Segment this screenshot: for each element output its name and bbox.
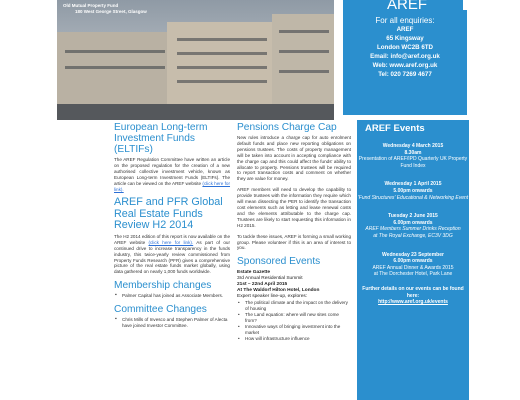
events-footer bbox=[357, 286, 469, 306]
sponsor-topic: • Innovative ways of bringing investment into the market bbox=[237, 324, 351, 336]
event-item bbox=[357, 143, 469, 169]
window-row bbox=[65, 50, 165, 53]
enquiries-box bbox=[343, 10, 467, 115]
sponsor-dates: 21st – 22nd April 2015 bbox=[237, 282, 288, 288]
events-panel bbox=[357, 120, 469, 400]
charge-cap-body-1: New rules introduce a charge cap for auto enrolment default funds and place new reporting obligations on pensions trustees. The costs of property management will be taken into account in accepting compliance with the charge cap and this could affect the funds' ability to allocate to property. Pensions trustees will be required to report transaction costs and comment on whether they are value for money. bbox=[237, 135, 351, 182]
review-body-text-1: The H2 2014 edition of this report is now available on the AREF website bbox=[114, 233, 230, 245]
sponsor-topic: • How will infrastructure influence bbox=[237, 336, 351, 342]
eltif-body-text: The AREF Regulation Committee have written an article on the proposed regulation for the creation of a new authorised collective investment vehicle, known as European Long-term Investment Funds (ELTIFs). The article can be viewed on the AREF website bbox=[114, 157, 230, 186]
event-desc: AREF Members Summer Drinks Reception bbox=[365, 226, 461, 233]
event-date: Tuesday 2 June 2015 bbox=[388, 213, 438, 220]
eltif-body bbox=[114, 157, 230, 192]
enquiries-org: AREF bbox=[396, 26, 414, 33]
event-time: 6.00pm onwards bbox=[393, 258, 433, 265]
event-item bbox=[357, 213, 469, 239]
column-middle bbox=[237, 122, 351, 342]
membership-heading: Membership changes bbox=[114, 280, 212, 292]
event-date: Wednesday 1 April 2015 bbox=[384, 181, 442, 188]
events-footer-link[interactable]: http://www.aref.org.uk/events bbox=[378, 299, 448, 306]
window-row bbox=[279, 50, 329, 53]
review-link[interactable]: (click here for link). bbox=[148, 239, 194, 245]
event-desc: AREF Annual Dinner & Awards 2015 bbox=[372, 264, 454, 271]
event-desc: 'Fund Structures' Educational & Networking Event bbox=[357, 194, 469, 201]
brand-name: AREF bbox=[387, 0, 428, 10]
charge-cap-body-3: To tackle these issues, AREF is forming a small working group. Please volunteer if this is an area of interest to you. bbox=[237, 233, 351, 251]
sponsor-intro: Expert speaker line-up, explores: bbox=[237, 294, 308, 300]
photo-caption-line1: Old Mutual Property Fund bbox=[63, 3, 119, 8]
charge-cap-body-2: AREF members will need to develop the capability to provide trustees with the information they require which will mean dissecting the PER to identify the transaction cost elements such as letting and lease renewal costs and the elements attributable to the charge cap. Trustees are likely to start requesting this information in H2 2015. bbox=[237, 187, 351, 228]
committee-heading: Committee Changes bbox=[114, 304, 207, 316]
sponsored-heading: Sponsored Events bbox=[237, 256, 321, 268]
photo-caption-line2: 180 West George Street, Glasgow bbox=[75, 9, 147, 14]
enquiries-address2: London WC2B 6TD bbox=[376, 44, 434, 51]
window-row bbox=[177, 38, 267, 41]
charge-cap-heading: Pensions Charge Cap bbox=[237, 122, 337, 133]
enquiries-web-row bbox=[343, 61, 467, 70]
event-time: 6.00pm onwards bbox=[393, 219, 433, 226]
enquiries-email-row bbox=[343, 52, 467, 61]
sponsor-topic: • The political climate and the impact on the delivery of housing bbox=[237, 300, 351, 312]
membership-item: ▪ Palmer Capital has joined as Associate Members. bbox=[114, 293, 230, 299]
window-row bbox=[177, 80, 267, 83]
enquiries-tel: Tel: 020 7269 4677 bbox=[378, 71, 432, 78]
event-date: Wednesday 23 September bbox=[382, 251, 444, 258]
events-title: AREF Events bbox=[365, 123, 425, 134]
hero-photo bbox=[57, 0, 334, 120]
window-row bbox=[177, 52, 267, 55]
eltif-link[interactable]: (click here for link). bbox=[114, 180, 231, 192]
review-body-text-2: As part of our continued drive to increase transparency in the funds industry, this twice-yearly review commissioned from Property Funds Research (PFR) gives a comprehensive picture of the real estate funds market globally, using data gathered on nearly 1,000 funds worldwide. bbox=[114, 239, 230, 275]
event-time: 5.00pm onwards bbox=[393, 187, 433, 194]
sponsor-event: 3rd Annual Residential Summit bbox=[237, 276, 303, 282]
eltif-heading: European Long-term Investment Funds (ELTIFs) bbox=[114, 122, 208, 155]
sponsor-topic: • The Land equation: where will new sites come from? bbox=[237, 312, 351, 324]
email-link[interactable]: info@aref.org.uk bbox=[390, 53, 440, 60]
review-heading: AREF and PFR Global Real Estate Funds Review H2 2014 bbox=[114, 196, 223, 232]
street bbox=[57, 104, 334, 120]
window-row bbox=[177, 66, 267, 69]
window-row bbox=[279, 30, 329, 33]
event-desc: Presentation of AREF/IPD Quarterly UK Property Fund Index bbox=[358, 156, 468, 169]
window-row bbox=[279, 70, 329, 73]
photo-caption bbox=[63, 3, 147, 15]
window-row bbox=[65, 66, 165, 69]
sponsor-venue: At The Waldorf Hilton Hotel, London bbox=[237, 288, 320, 294]
web-link[interactable]: www.aref.org.uk bbox=[389, 62, 438, 69]
sponsor-org: Estate Gazette bbox=[237, 270, 271, 276]
event-date: Wednesday 4 March 2015 bbox=[382, 143, 444, 149]
event-time: 8.30am bbox=[404, 149, 422, 156]
events-footer-text: Further details on our events can be found here: bbox=[362, 285, 464, 299]
event-venue: at The Dorchester Hotel, Park Lane bbox=[373, 271, 453, 278]
enquiries-address1: 65 Kingsway bbox=[386, 35, 424, 42]
web-label: Web: bbox=[372, 62, 390, 69]
brand-strip bbox=[343, 0, 463, 10]
event-venue: at The Royal Exchange, EC3V 3DG bbox=[373, 232, 453, 239]
committee-item: ▪ Chris Mills of Invesco and Stephen Palmer of Alecta have joined Investor Committee. bbox=[114, 317, 230, 329]
email-label: Email: bbox=[370, 53, 391, 60]
event-item bbox=[357, 181, 469, 201]
enquiries-title: For all enquiries: bbox=[375, 16, 435, 25]
review-body bbox=[114, 234, 230, 275]
column-left bbox=[114, 122, 230, 329]
event-item bbox=[357, 252, 469, 278]
